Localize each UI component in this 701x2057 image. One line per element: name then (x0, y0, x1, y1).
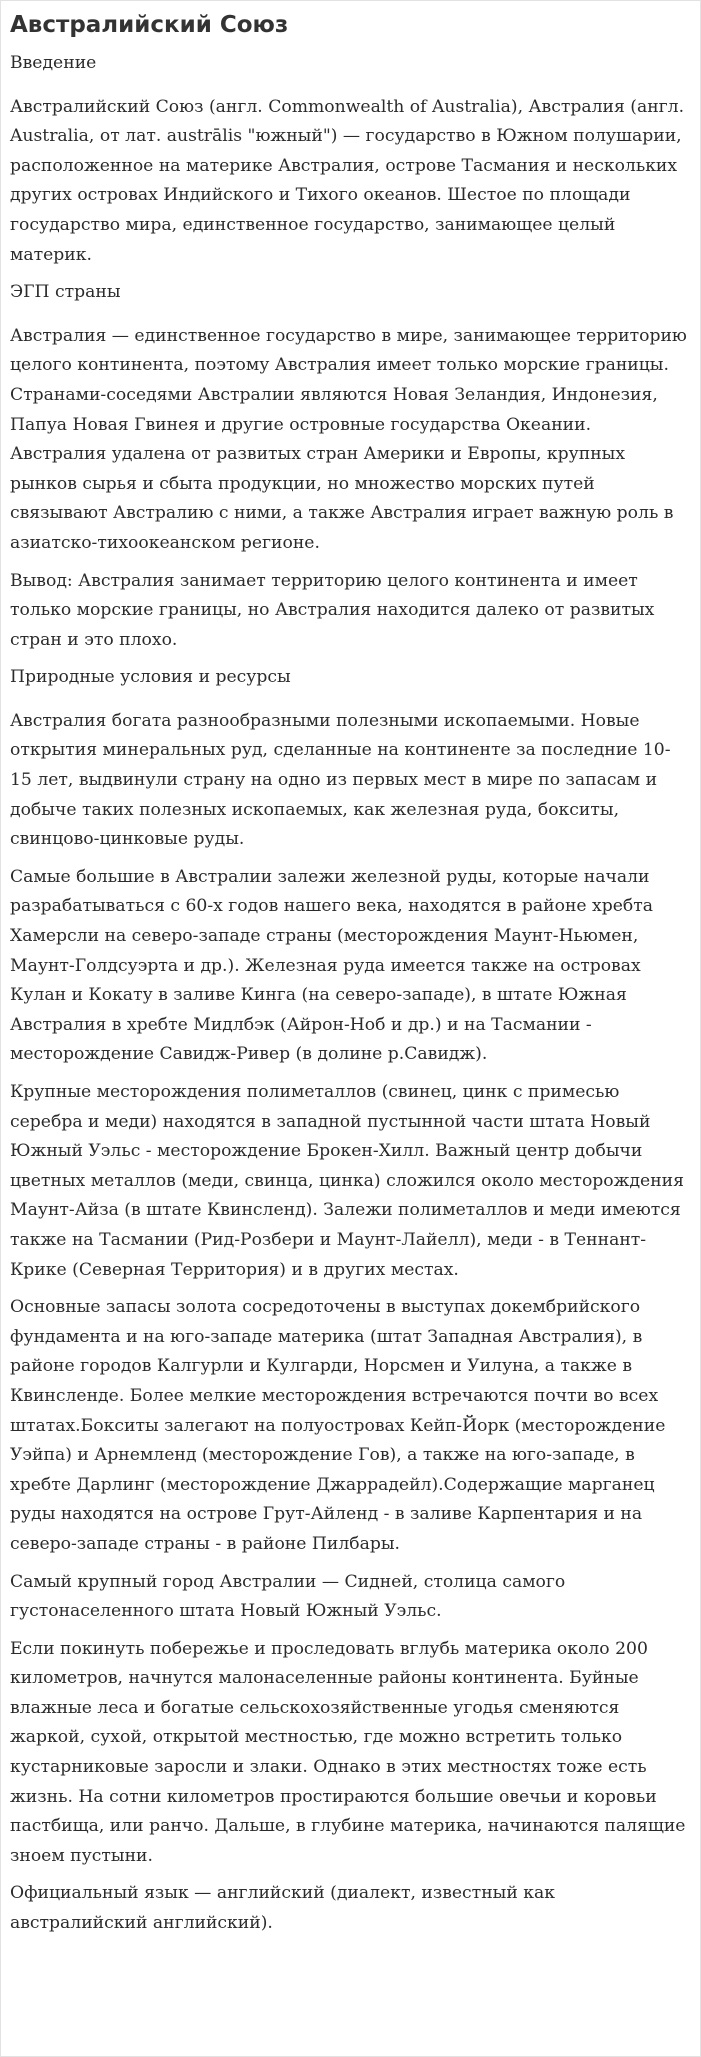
paragraph-polymetals: Крупные месторождения полиметаллов (свинец, цинк с примесью серебра и меди) находятся в западной пустынной части штата Новый Южный Уэльс - месторождение Брокен-Хилл. Важный центр добычи цветных металлов (меди, свинца, цинка) сложился около месторождения Маунт-Айза (в штате Квинсленд). Залежи полиметаллов и меди имеются также на Тасмании (Рид-Розбери и Маунт-Лайелл), меди - в Теннант-Крике (Северная Территория) и в других местах. (10, 1082, 684, 1280)
section-heading-introduction: Введение (10, 53, 97, 73)
paragraph-gold-bauxite: Основные запасы золота сосредоточены в выступах докембрийского фундамента и на юго-западе материка (штат Западная Австралия), в районе городов Калгурли и Кулгарди, Норсмен и Уилуна, а также в Квинсленде. Более мелкие месторождения встречаются почти во всех штатах.Бокситы залегают на полуостровах Кейп-Йорк (месторождение Уэйпа) и Арнемленд (месторождение Гов), а также на юго-западе, в хребте Дарлинг (месторождение Джаррадейл).Содержащие марганец руды находятся на острове Грут-Айленд - в заливе Карпентария и на северо-западе страны - в районе Пилбары. (10, 1297, 666, 1554)
section-heading-resources: Природные условия и ресурсы (10, 667, 291, 688)
article-title: Австралийский Союз (10, 12, 289, 38)
paragraph-interior: Если покинуть побережье и проследовать вглубь материка около 200 километров, начнутся малонаселенные районы континента. Буйные влажные леса и богатые сельскохозяйственные угодья сменяются жаркой, сухой, открытой местностью, где можно встретить только кустарниковые заросли и злаки. Однако в этих местностях тоже есть жизнь. На сотни километров простираются большие овечьи и коровьи пастбища, или ранчо. Дальше, в глубине материка, начинаются палящие зноем пустыни. (10, 1638, 686, 1866)
paragraph-language: Официальный язык — английский (диалект, известный как австралийский английский). (10, 1883, 555, 1934)
paragraph-resources: Австралия богата разнообразными полезными ископаемыми. Новые открытия минеральных руд, сделанные на континенте за последние 10-15 лет, выдвинули страну на одно из первых мест в мире по запасам и добыче таких полезных ископаемых, как железная руда, бокситы, свинцово-цинковые руды. (10, 710, 671, 850)
article-body (1, 1, 700, 1939)
section-heading-geography: ЭГП страны (10, 282, 121, 303)
paragraph-iron-ore: Самые большие в Австралии залежи железной руды, которые начали разрабатываться с 60-х годов нашего века, находятся в районе хребта Хамерсли на северо-западе страны (месторождения Маунт-Ньюмен, Маунт-Голдсуэрта и др.). Железная руда имеется также на островах Кулан и Кокату в заливе Кинга (на северо-западе), в штате Южная Австралия в хребте Мидлбэк (Айрон-Ноб и др.) и на Тасмании - месторождение Савидж-Ривер (в долине р.Савидж). (10, 866, 654, 1065)
paragraph-sydney: Самый крупный город Австралии — Сидней, столица самого густонаселенного штата Новый Южный Уэльс. (10, 1571, 566, 1622)
paragraph-conclusion: Вывод: Австралия занимает территорию целого континента и имеет только морские границы, но Австралия находится далеко от развитых стран и это плохо. (10, 570, 655, 650)
paragraph-geography: Австралия — единственное государство в мире, занимающее территорию целого континента, поэтому Австралия имеет только морские границы. Странами-соседями Австралии являются Новая Зеландия, Индонезия, Папуа Новая Гвинея и другие островные государства Океании. Австралия удалена от развитых стран Америки и Европы, крупных рынков сырья и сбыта продукции, но множество морских путей связывают Австралию с ними, а также Австралия играет важную роль в азиатско-тихоокеанском регионе. (10, 325, 687, 553)
paragraph-introduction: Австралийский Союз (англ. Commonwealth of Australia), Австралия (англ. Australia, от лат. austrālis "южный") — государство в Южном полушарии, расположенное на материке Австралия, острове Тасмания и нескольких других островах Индийского и Тихого океанов. Шестое по площади государство мира, единственное государство, занимающее целый материк. (10, 96, 685, 265)
